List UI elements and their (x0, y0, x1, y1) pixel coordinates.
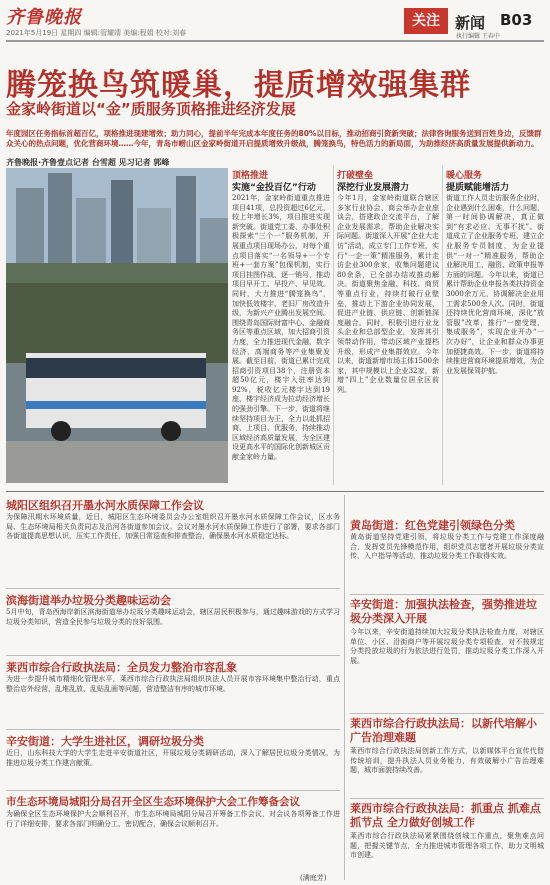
photo-credit: 齐鲁晚报·齐鲁壹点记者 台雪超 见习记者 郭峰 (6, 158, 170, 167)
col3-kicker: 打破壁垒 (337, 171, 374, 181)
column-divider (442, 165, 443, 485)
article-divider (350, 713, 544, 714)
article-d-title: 辛安街道：大学生进社区，调研垃圾分类 (6, 735, 204, 748)
headline: 腾笼换鸟筑暖巢，提质增效强集群 (6, 68, 471, 103)
article-e-title: 市生态环境局城阳分局召开全区生态环境保护大会工作筹备会议 (6, 796, 300, 808)
section-divider (6, 491, 544, 492)
col3-title: 深挖行业发展潜力 (337, 183, 410, 193)
article-i-body: 莱西市综合行政执法局紧紧围绕创城工作重点，聚焦难点问题，把握关键节点，全力推进城市管理各项工作，助力文明城市创建。 (350, 832, 544, 860)
col2-body: 2021年，金家岭街道重点推进项目41项，总投资超过6亿元，较上年增长3%，项目推进实现新突破。街道党工委、办事处积极探索“三个一”服务机制，开展重点项目现场办公，对每个重点项目落实“一名领导+一个专班+一套方案”包保机制，实行项目挂图作战、逐一销号，推动项目早开工、早投产、早见效。同时，大力推进“腾笼换鸟”，加快低效楼宇、老旧厂房改造升级，为新兴产业腾出发展空间。围绕青岛国际财富中心、金融商务区等重点区域，加大招商引资力度，全力推进现代金融、数字经济、高端商务等产业集聚发展。截至目前，街道已累计完成招商引资项目38个，注册资本超50亿元，楼宇入驻率达到92%，税收亿元楼宇达到19座，楼宇经济成为拉动经济增长的强劲引擎。下一步，街道将继续坚持项目为王，全力以赴抓招商、上项目、优服务，持续推动区域经济高质量发展，为全区建设更高水平的国际化创新城区贡献金家岭力量。 (232, 194, 330, 462)
article-divider (6, 790, 340, 791)
article-d-body: 近日，山东科技大学的大学生走进辛安街道社区，开展垃圾分类调研活动，深入了解居民垃圾分类情况，为推进垃圾分类工作建言献策。 (6, 749, 340, 767)
article-divider (6, 655, 340, 656)
col4-kicker: 暖心服务 (446, 171, 483, 181)
article-b-title: 滨海街道举办垃圾分类趣味运动会 (6, 594, 171, 607)
article-c-title: 莱西市综合行政执法局：全员发力整治市容乱象 (6, 661, 237, 674)
masthead (0, 0, 550, 42)
article-divider (6, 588, 340, 589)
article-f-title: 黄岛街道：红色党建引领绿色分类 (350, 519, 515, 532)
article-f-body: 黄岛街道坚持党建引领，将垃圾分类工作与党建工作深度融合，发挥党员先锋模范作用，组织党员志愿者开展垃圾分类宣传、入户指导等活动，推动垃圾分类工作取得实效。 (350, 533, 544, 561)
column-divider (344, 495, 345, 880)
article-a-body: 为保障汛期水环境质量，近日，城阳区生态环境委员会办公室组织召开墨水河水质保障工作会议，区水务局、生态环境局相关负责同志及沿河各街道参加会议。会议对墨水河水质保障工作进行了部署，要求各部门各街道提高思想认识，压实工作责任，加强日常巡查和排查整治，确保墨水河水质稳定达标。 (6, 513, 340, 541)
article-g-title: 辛安街道：加强执法检查，强势推进垃圾分类深入开展 (350, 598, 537, 625)
col3-body: 今年1月，金家岭街道联合辖区多家行业协会、商会举办企业座谈会，搭建政企交流平台，了解企业发展需求，帮助企业解决实际问题。街道深入开展“企业大走访”活动，成立专门工作专班，实行“一企一策”精准服务，累计走访企业300余家，收集问题建议80余条，已全部办结或推动解决。街道聚焦金融、科技、商贸等重点行业，持续打破行业壁垒，推动上下游企业协同发展，促进产业链、供应链、创新链深度融合。同时，积极引进行业龙头企业和总部型企业，发挥其引领带动作用，带动区域产业提档升级，形成产业集群效应。今年以来，街道新增市场主体1500余家，其中规模以上企业32家，新增“四上”企业数量位居全区前列。 (337, 194, 439, 394)
article-e-body: 为确保全区生态环境保护大会顺利召开，市生态环境局城阳分局召开筹备工作会议，对会议各项筹备工作进行了详细安排，要求各部门明确分工、密切配合，确保会议顺利召开。 (6, 810, 340, 828)
article-c-body: 为进一步提升城市精细化管理水平，莱西市综合行政执法局组织执法人员开展市容环境集中整治行动，重点整治店外经营、乱堆乱放、乱贴乱画等问题，营造整洁有序的城市环境。 (6, 675, 340, 693)
article-divider (6, 729, 340, 730)
article-h-body: 莱西市综合行政执法局创新工作方式，以新媒体平台宣传代替传统培训，提升执法人员业务能力，有效破解小广告治理难题，城市面貌持续改善。 (350, 747, 544, 775)
subheadline: 金家岭街道以“金”质服务顶格推进经济发展 (6, 100, 296, 118)
article-divider (350, 594, 544, 595)
masthead-divider (6, 40, 544, 42)
article-e-signature: (满庭芳) (300, 874, 327, 882)
article-h-title: 莱西市综合行政执法局：以新代培解小广告治理难题 (350, 717, 537, 744)
follow-badge: 关注 (404, 8, 448, 34)
col2-kicker: 顶格推进 (232, 171, 269, 181)
city-skyline-photo (6, 168, 228, 283)
date-line: 2021年5月19日 星期四 编辑:管耀靖 美编:程娟 校对:刘春 (6, 29, 187, 37)
page-number: B03 (500, 11, 533, 29)
editor-line: 执行编辑 王春中 (456, 33, 500, 40)
column-divider (333, 165, 334, 485)
bus-street-photo (6, 283, 228, 483)
article-b-body: 5月中旬，青岛西海岸新区滨海街道举办垃圾分类趣味运动会，辖区居民积极参与，通过趣味游戏的方式学习垃圾分类知识，营造全民参与垃圾分类的良好氛围。 (6, 608, 340, 626)
col2-title: 实施“金投百亿”行动 (232, 183, 316, 193)
article-g-body: 今年以来，辛安街道持续加大垃圾分类执法检查力度，对辖区单位、小区、沿街商户等开展垃圾分类专项检查，对不按规定分类投放垃圾的行为依法进行处罚，推动垃圾分类工作深入开展。 (350, 628, 544, 665)
lead-paragraph: 年度园区任务指标首超百亿，项格推进现建增效；助力同心，提前半年完成本年度任务的80%以目标，推动招商引资新突破；法律咨询服务送到百姓身边，反馈群众关心的热点问题，优化营商环境……今年，青岛市崂山区金家岭街道开启提质增效升级战，腾笼换鸟，特色活力的新局面，为助推经济高质量发展提供新动力。 (6, 129, 542, 148)
article-a-title: 城阳区组织召开墨水河水质保障工作会议 (6, 499, 204, 512)
article-divider (350, 798, 544, 799)
section-title: 新闻 (455, 14, 486, 32)
col4-title: 提质赋能增活力 (446, 183, 510, 193)
col4-body: 街道工作人员走访服务企业时，企业遇到什么困难，什么问题，第一时间协调解决，真正做到“有求必应、无事不扰”。街道成立了企业服务专班，建立企业服务专员制度，为企业提供“一对一”精准服务，帮助企业解决用工、融资、政策申报等方面的问题。今年以来，街道已累计帮助企业申报各类扶持资金3000余万元，协调解决企业用工需求500余人次。同时，街道还持续优化营商环境，深化“放管服”改革，推行“一窗受理、集成服务”，实现企业开办“一次办好”，让企业和群众办事更加便捷高效。下一步，街道将持续推进营商环境提质增效，为企业发展保驾护航。 (446, 194, 544, 375)
newspaper-logo: 齐鲁晚报 (6, 7, 82, 28)
article-i-title: 莱西市综合行政执法局：抓重点 抓难点 抓节点 全力做好创城工作 (350, 802, 541, 829)
